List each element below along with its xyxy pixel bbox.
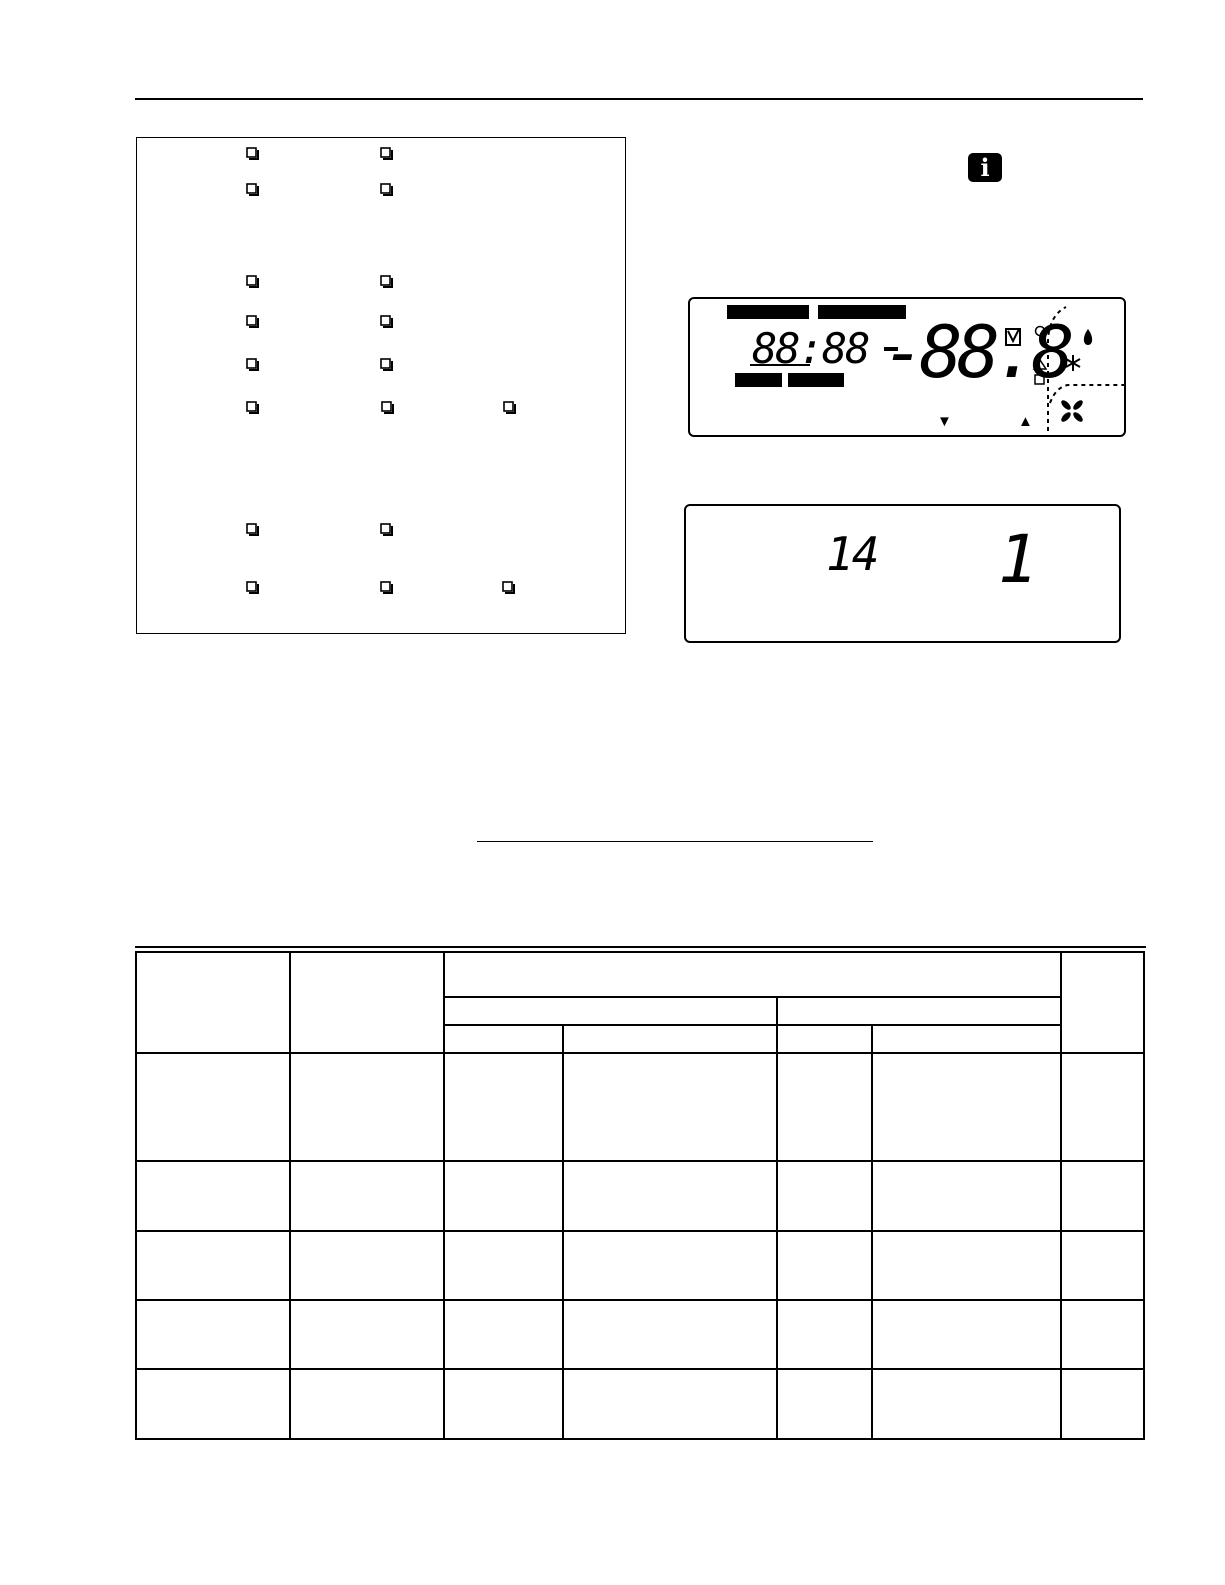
checklist-panel [136,137,626,634]
table-grid [135,951,1146,1441]
checkbox[interactable] [502,581,515,594]
temperature-digits: -88.8 [882,310,1069,394]
checkbox[interactable] [246,358,259,371]
checkbox[interactable] [380,523,393,536]
underline-rule [477,841,873,842]
checkbox[interactable] [246,581,259,594]
header-rule [135,98,1143,100]
down-arrow-icon[interactable]: ▼ [937,413,952,430]
program-left-value: 14 [826,527,878,581]
checkbox[interactable] [246,147,259,160]
clock-digits: 88:88 [752,324,869,373]
checkbox[interactable] [381,401,394,414]
thermostat-display [688,297,1126,437]
checkbox[interactable] [246,523,259,536]
table-top-rule [135,946,1146,948]
checkbox[interactable] [380,358,393,371]
checkbox[interactable] [380,147,393,160]
checkbox[interactable] [380,183,393,196]
program-display [684,504,1121,643]
checkbox[interactable] [503,401,516,414]
checkbox[interactable] [380,275,393,288]
checkbox[interactable] [380,581,393,594]
checkbox[interactable] [380,315,393,328]
checkbox[interactable] [246,401,259,414]
fan-icon [1060,399,1085,424]
info-icon: i [968,153,1002,182]
label-bar [735,373,782,387]
checkbox[interactable] [246,315,259,328]
flame-icon [1084,329,1092,345]
program-right-value: 1 [998,521,1038,598]
checkbox[interactable] [246,275,259,288]
up-arrow-icon[interactable]: ▲ [1018,413,1033,430]
settings-table [135,951,1146,1441]
label-bar [788,373,844,387]
label-bar [727,305,809,319]
checkbox[interactable] [246,183,259,196]
